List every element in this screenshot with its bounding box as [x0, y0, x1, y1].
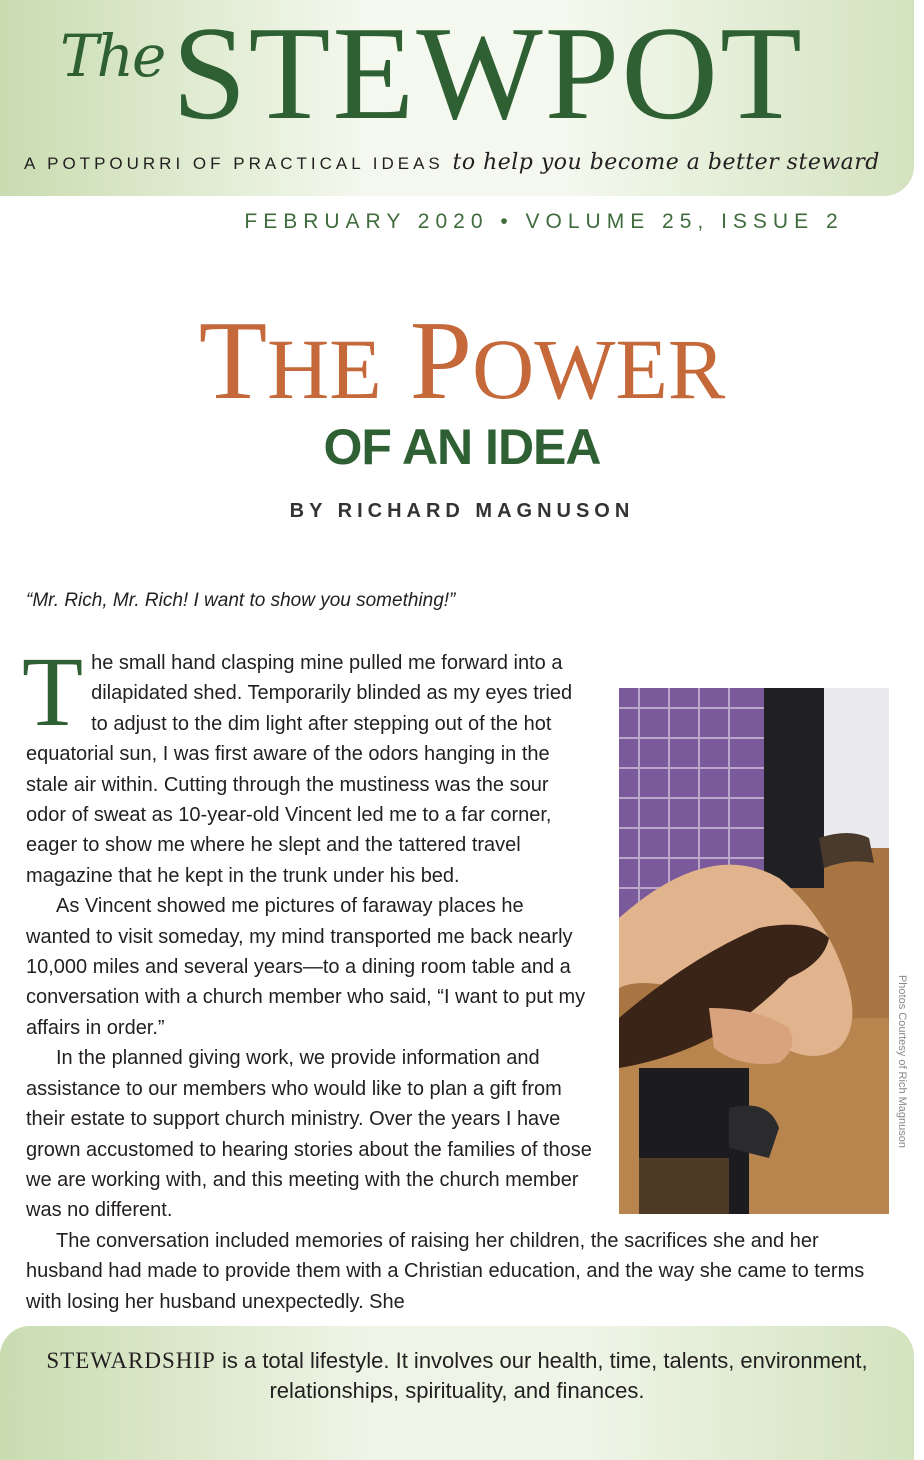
photo-credit: Photos Courtesy of Rich Magnuson — [896, 974, 908, 1148]
footer-lead: STEWARDSHIP — [46, 1348, 216, 1373]
paragraph-2: As Vincent showed me pictures of faraway places he wanted to visit someday, my mind transported me back nearly 10,000 miles and several years—to a dining room table and a conversation with a church member who said, “I want to put my affairs in order.” — [26, 895, 586, 1039]
masthead — [0, 0, 914, 196]
title-he: HE — [267, 321, 382, 417]
paragraph-4: The conversation included memories of raising her children, the sacrifices she and her husband had made to provide them with a Christian education, and the way she came to terms with losing her husband unexpectedly. She — [26, 1229, 865, 1313]
byline: BY RICHARD MAGNUSON — [289, 500, 635, 522]
issue-line: FEBRUARY 2020 • VOLUME 25, ISSUE 2 — [244, 210, 844, 233]
photo-block — [619, 688, 908, 1214]
tagline-caps: A POTPOURRI OF PRACTICAL IDEAS — [24, 154, 444, 173]
title-ower: OWER — [472, 321, 726, 417]
article-body — [22, 636, 908, 1317]
drop-cap: T — [22, 636, 84, 747]
opening-quote: “Mr. Rich, Mr. Rich! I want to show you something!” — [26, 590, 456, 611]
article-title — [0, 299, 924, 425]
tagline — [24, 150, 880, 175]
tagline-script: to help you become a better steward — [452, 150, 880, 175]
hands-photo — [619, 688, 889, 1214]
article-subtitle: OF AN IDEA — [323, 419, 601, 475]
title-letter-t: T — [198, 299, 268, 423]
paragraph-1: he small hand clasping mine pulled me forward into a dilapidated shed. Temporarily blinded as my eyes tried to adjust to the dim light after stepping out of the hot equatorial sun, I was first aware of the odors hanging in the stale air within. Cutting through the mustiness was the sour odor of sweat as 10-year-old Vincent led me to a far corner, eager to show me where he slept and the tattered travel magazine that he kept in the trunk under his bed. — [26, 652, 573, 887]
paragraph-3: In the planned giving work, we provide information and assistance to our members who would like to plan a gift from their estate to support church ministry. Over the years I have grown accustomed to hearing stories about the families of those we are working with, and this meeting with the church member was no different. — [26, 1047, 592, 1222]
footer-body: is a total lifestyle. It involves our health, time, talents, environment, relationships, spirituality, and finances. — [215, 1348, 868, 1403]
footer-text — [40, 1346, 874, 1406]
footer-banner — [0, 1326, 914, 1460]
logo-stewpot: STEWPOT — [172, 0, 804, 147]
hands-photo-graphic — [619, 688, 889, 1214]
title-letter-p: P — [409, 299, 473, 423]
logo-the: The — [60, 22, 165, 90]
